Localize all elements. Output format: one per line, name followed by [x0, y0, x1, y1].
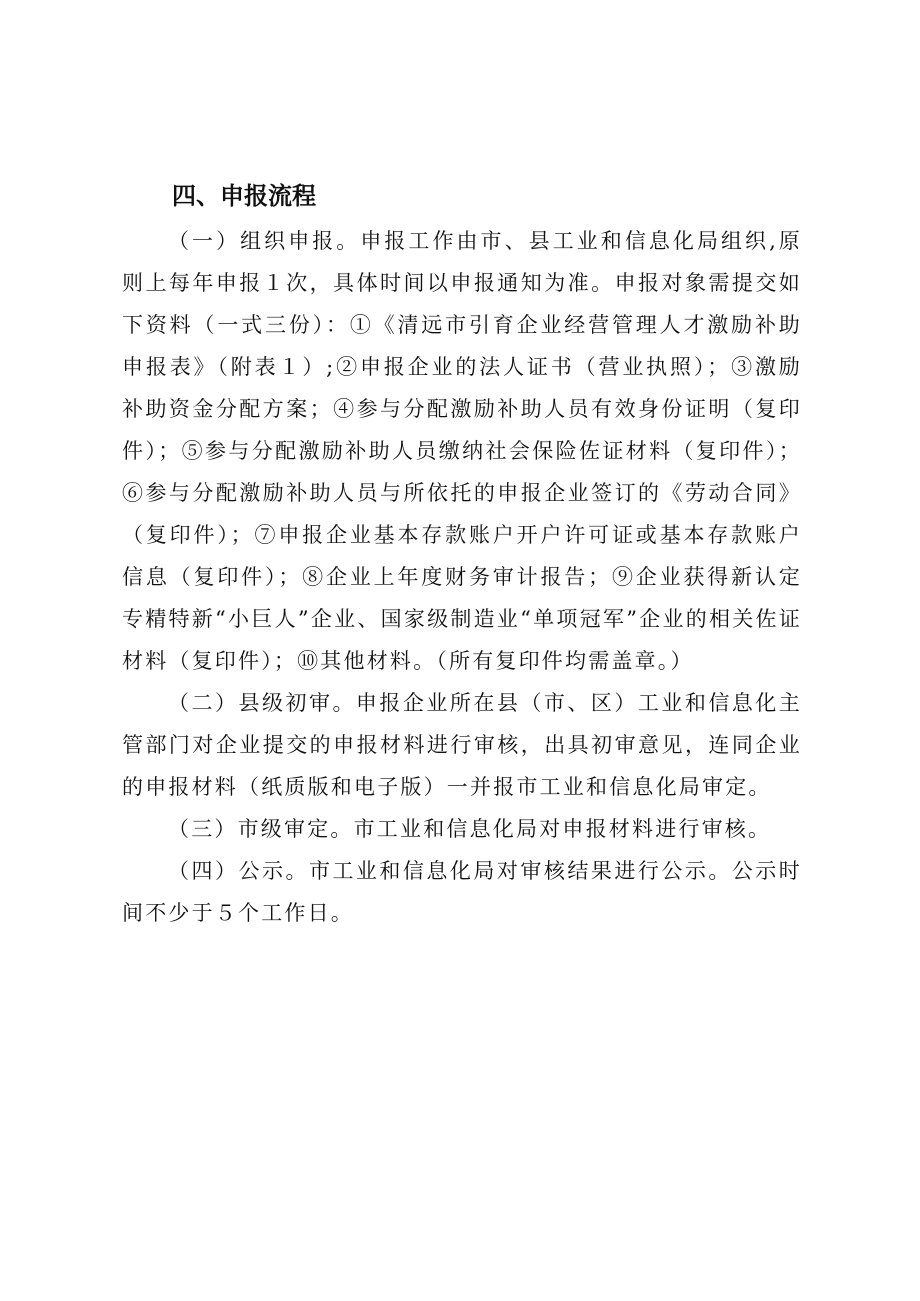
paragraph-city-approval: （三）市级审定。市工业和信息化局对申报材料进行审核。 — [168, 817, 772, 841]
paragraph-public-notice: （四）公示。市工业和信息化局对审核结果进行公示。公示时间不少于５个工作日。 — [122, 859, 802, 925]
paragraph-county-review: （二）县级初审。申报企业所在县（市、区）工业和信息化主管部门对企业提交的申报材料进行审核，出具初审意见，连同企业的申报材料（纸质版和电子版）一并报市工业和信息化局审定。 — [122, 691, 802, 799]
paragraph-organize-application: （一）组织申报。申报工作由市、县工业和信息化局组织,原则上每年申报１次，具体时间以申报通知为准。申报对象需提交如下资料（一式三份）：①《清远市引育企业经营管理人才激励补助申报表》（附表１）;②申报企业的法人证书（营业执照）；③激励补助资金分配方案；④参与分配激励补助人员有效身份证明（复印件）；⑤参与分配激励补助人员缴纳社会保险佐证材料（复印件）；⑥参与分配激励补助人员与所依托的申报企业签订的《劳动合同》（复印件）；⑦申报企业基本存款账户开户许可证或基本存款账户信息（复印件）；⑧企业上年度财务审计报告；⑨企业获得新认定专精特新“小巨人”企业、国家级制造业“单项冠军”企业的相关佐证材料（复印件）；⑩其他材料。（所有复印件均需盖章。） — [122, 229, 802, 673]
section-title: 四、申报流程 — [172, 182, 316, 210]
section-body — [122, 220, 802, 934]
